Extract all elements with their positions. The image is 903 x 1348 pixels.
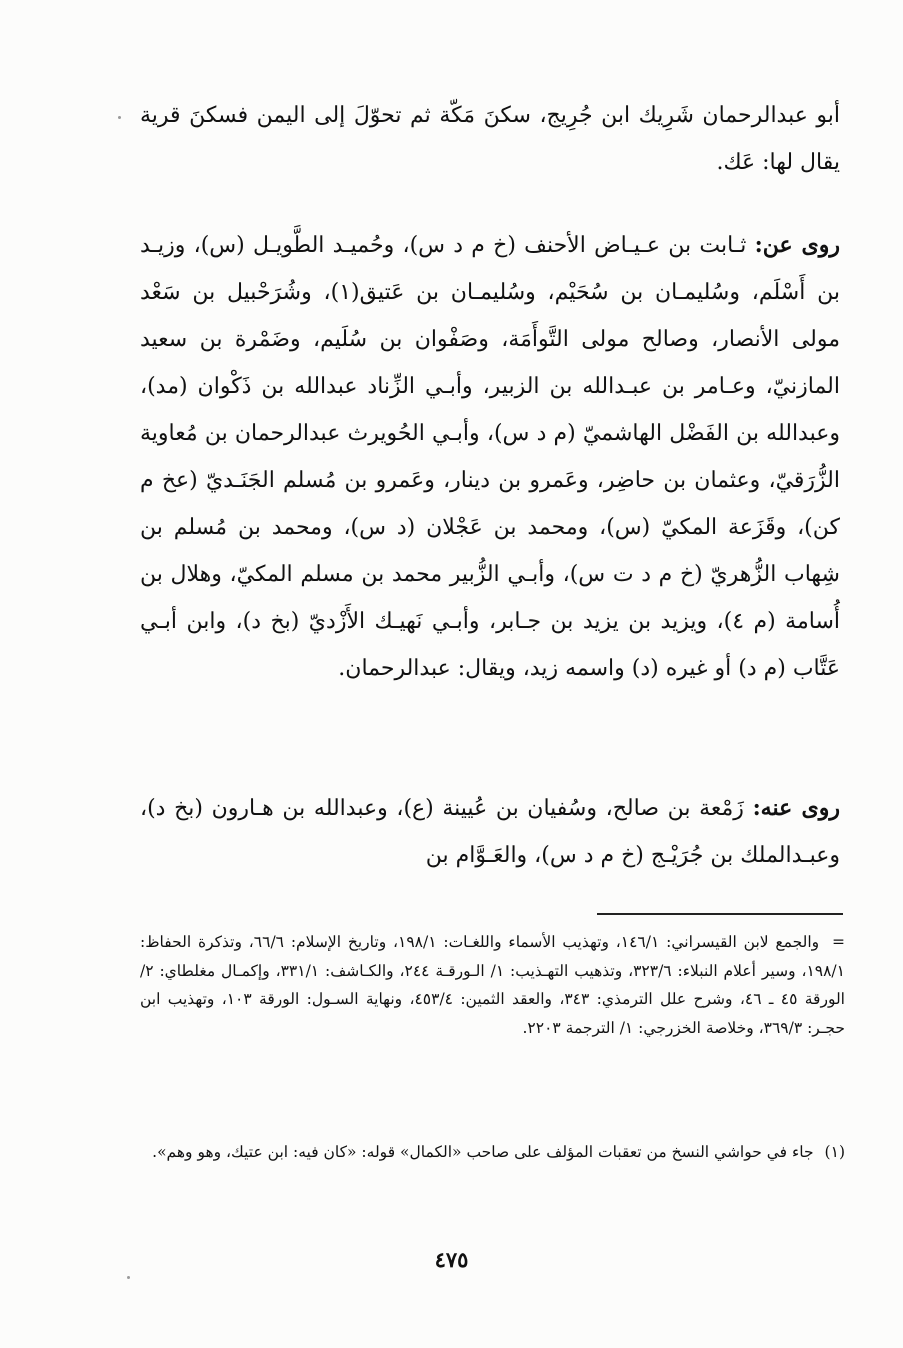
page-speck bbox=[127, 1276, 130, 1279]
footnote-divider bbox=[597, 913, 843, 915]
footnote-continued-marker: = bbox=[832, 933, 845, 951]
narrated-from-label: روى عن: bbox=[754, 232, 841, 258]
narrated-by-label: روى عنه: bbox=[752, 795, 840, 821]
footnote-continued bbox=[140, 928, 845, 1042]
narrated-by-text: زَمْعة بن صالح، وسُفيان بن عُيينة (ع)، وعبدالله بن هـارون (بخ د)، وعبـدالملك بن جُرَيْـج (خ م د س)، والعَـوَّام بن bbox=[140, 796, 840, 868]
page-number: ٤٧٥ bbox=[434, 1247, 469, 1272]
footnote-number: (١) bbox=[824, 1143, 845, 1161]
intro-text: أبو عبدالرحمان شَرِيك ابن جُرِيج، سكنَ مَكّة ثم تحوّلَ إلى اليمن فسكنَ قرية يقال لها: عَك. bbox=[140, 103, 840, 175]
footnote-one bbox=[140, 1138, 845, 1167]
narrated-from-paragraph bbox=[140, 222, 840, 692]
narrated-from-text: ثـابت بن عـيـاض الأحنف (خ م د س)، وحُميـد الطَّويـل (س)، وزيـد بن أَسْلَم، وسُليمـان بن سُحَيْم، وسُليمـان بن عَتيق(١)، وشُرَحْبيل بن سَعْد مولى الأنصار، وصالح مولى التَّوأَمَة، وصَفْوان بن سُلَيم، وضَمْرة بن سعيد المازنيّ، وعـامر بن عبـدالله بن الزبير، وأبـي الزِّناد عبدالله بن ذَكْوان (مد)، وعبدالله بن الفَضْل الهاشميّ (م د س)، وأبـي الحُويرث عبدالرحمان بن مُعاوية الزُّرَقيّ، وعثمان بن حاضِر، وعَمرو بن دينار، وعَمرو بن مُسلم الجَنَـديّ (عخ م كن)، وقَزَعة المكيّ (س)، ومحمد بن عَجْلان (د س)، ومحمد بن مُسلم بن شِهاب الزُّهريّ (خ م د ت س)، وأبـي الزُّبير محمد بن مسلم المكيّ، وهلال بن أُسامة (م ٤)، ويزيد بن يزيد بن جـابر، وأبـي نَهيـك الأَزْديّ (بخ د)، وابن أبـي عَتَّاب (م د) أو غيره (د) واسمه زيد، ويقال: عبدالرحمان. bbox=[140, 233, 840, 681]
intro-paragraph bbox=[140, 92, 840, 186]
footnote-one-text: جاء في حواشي النسخ من تعقبات المؤلف على صاحب «الكمال» قوله: «كان فيه: ابن عتيك، وهو وهم». bbox=[152, 1143, 814, 1161]
footnote-continued-text: والجمع لابن القيسراني: ١٤٦/١، وتهذيب الأسماء واللغـات: ١٩٨/١، وتاريخ الإسلام: ٦٦/٦، وتذكرة الحفاظ: ١٩٨/١، وسير أعلام النبلاء: ٣٢٣/٦، وتذهيب التهـذيب: ١/ الـورقـة ٢٤٤، والكـاشف: ٣٣١/١، وإكمـال مغلطاي: ٢/ الورقة ٤٥ ـ ٤٦، وشرح علل الترمذي: ٣٤٣، والعقد الثمين: ٤٥٣/٤، ونهاية السـول: الورقة ١٠٣، وتهذيب ابن حجـر: ٣٦٩/٣، وخلاصة الخزرجي: ١/ الترجمة ٢٢٠٣. bbox=[140, 933, 845, 1037]
narrated-by-paragraph bbox=[140, 785, 840, 879]
page-speck bbox=[118, 116, 121, 119]
